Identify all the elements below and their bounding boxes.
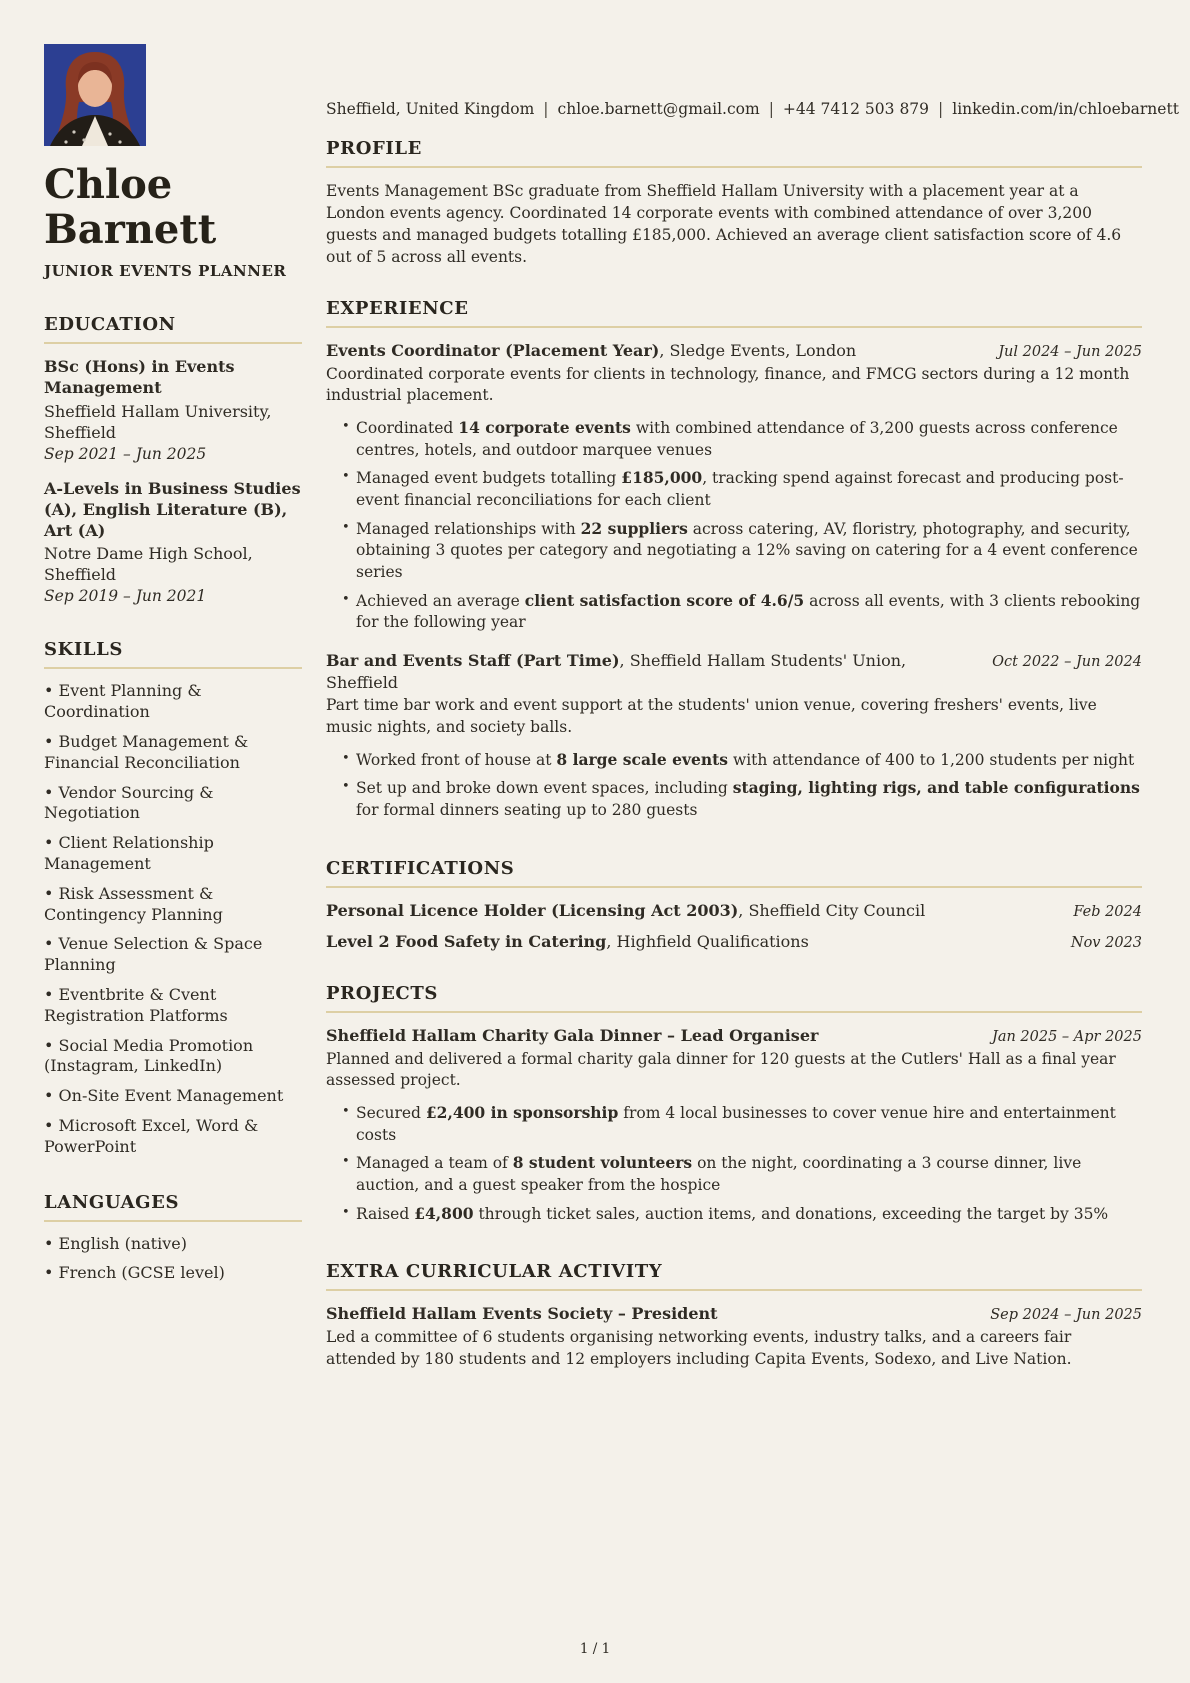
language-item: • French (GCSE level) (44, 1263, 302, 1284)
profile-text: Events Management BSc graduate from Sheffield Hallam University with a placement year at a London events agency. Coordinated 14 corporate events with combined attendance of over 3,200 guests and managed budgets totalling £185,000. Achieved an average client satisfaction score of 4.6 out of 5 across all events. (326, 182, 1122, 266)
job-bullet: • Set up and broke down event spaces, including staging, lighting rigs, and table configurations for formal dinners seating up to 280 guests (326, 777, 1142, 821)
project-title-line (326, 1025, 818, 1047)
activity-title-text: Sheffield Hallam Events Society – President (326, 1304, 718, 1324)
skills-heading: SKILLS (44, 639, 302, 669)
profile-section (326, 138, 1142, 268)
job-summary: Part time bar work and event support at the students' union venue, covering freshers' events, live music nights, and society balls. (326, 696, 1097, 737)
profile-photo (44, 44, 146, 146)
job-summary: Coordinated corporate events for clients in technology, finance, and FMCG sectors during a 12 month industrial placement. (326, 364, 1130, 405)
profile-heading: PROFILE (326, 138, 1142, 168)
skill-item: • Event Planning & Coordination (44, 681, 302, 723)
job-title-line (326, 340, 856, 362)
language-item: • English (native) (44, 1234, 302, 1255)
certification-name-line (326, 931, 809, 953)
project-bullet: • Raised £4,800 through ticket sales, auction items, and donations, exceeding the target by 35% (326, 1203, 1142, 1226)
job-company-text: , Sheffield Hallam Students' Union, Sheffield (326, 651, 907, 692)
extra-curricular-section (326, 1261, 1142, 1370)
school-name: Notre Dame High School, Sheffield (44, 544, 253, 585)
education-heading: EDUCATION (44, 314, 302, 344)
activity-dates: Sep 2024 – Jun 2025 (990, 1307, 1142, 1324)
degree-name: BSc (Hons) in Events Management (44, 357, 235, 398)
contact-email: chloe.barnett@gmail.com (557, 100, 760, 118)
job-title-text: Bar and Events Staff (Part Time) (326, 651, 620, 671)
skill-item: • Risk Assessment & Contingency Planning (44, 884, 302, 926)
job-bullet: • Managed event budgets totalling £185,000, tracking spend against forecast and producing post-event financial reconciliations for each client (326, 467, 1142, 511)
contact-separator: | (938, 100, 944, 118)
experience-entry (326, 340, 1142, 634)
left-column (44, 44, 302, 1370)
projects-heading: PROJECTS (326, 983, 1142, 1013)
job-title-line (326, 650, 976, 693)
project-entry (326, 1025, 1142, 1225)
project-bullet: • Secured £2,400 in sponsorship from 4 local businesses to cover venue hire and entertainment costs (326, 1102, 1142, 1146)
education-section (44, 314, 302, 605)
job-bullet: • Worked front of house at 8 large scale events with attendance of 400 to 1,200 students per night (326, 749, 1142, 772)
person-job-title: JUNIOR EVENTS PLANNER (44, 262, 287, 281)
certification-name: Personal Licence Holder (Licensing Act 2003) (326, 900, 739, 920)
languages-section (44, 1192, 302, 1285)
contact-phone: +44 7412 503 879 (782, 100, 930, 118)
certification-date: Nov 2023 (1070, 935, 1142, 952)
profile-photo-image (44, 44, 146, 146)
job-header (326, 340, 1142, 362)
job-header (326, 650, 1142, 693)
person-name: Chloe Barnett (44, 161, 217, 254)
skill-item: • Vendor Sourcing & Negotiation (44, 783, 302, 825)
job-bullet-list (326, 417, 1142, 634)
certifications-heading: CERTIFICATIONS (326, 858, 1142, 888)
project-summary: Planned and delivered a formal charity gala dinner for 120 guests at the Cutlers' Hall as a final year assessed project. (326, 1049, 1116, 1090)
contact-separator: | (768, 100, 774, 118)
education-entry (44, 356, 302, 462)
experience-heading: EXPERIENCE (326, 298, 1142, 328)
certification-name: Level 2 Food Safety in Catering (326, 932, 607, 952)
extra-curricular-entry (326, 1303, 1142, 1370)
education-dates: Sep 2021 – Jun 2025 (44, 444, 207, 463)
skill-item: • Microsoft Excel, Word & PowerPoint (44, 1116, 302, 1158)
activity-header (326, 1303, 1142, 1325)
certification-date: Feb 2024 (1073, 903, 1142, 920)
right-column (326, 44, 1179, 1370)
skill-item: • Eventbrite & Cvent Registration Platforms (44, 985, 302, 1027)
job-company-text: , Sledge Events, London (659, 341, 857, 360)
skill-item: • Client Relationship Management (44, 833, 302, 875)
project-bullet-list (326, 1102, 1142, 1225)
projects-section (326, 983, 1142, 1225)
education-entry (44, 478, 302, 606)
job-title-text: Events Coordinator (Placement Year) (326, 341, 660, 360)
certification-issuer: , Highfield Qualifications (606, 932, 809, 952)
skills-section (44, 639, 302, 1157)
school-name: Sheffield Hallam University, Sheffield (44, 401, 272, 442)
job-bullet: • Achieved an average client satisfaction score of 4.6/5 across all events, with 3 clients rebooking for the following year (326, 590, 1142, 634)
contact-linkedin: linkedin.com/in/chloebarnett (952, 100, 1179, 118)
project-dates: Jan 2025 – Apr 2025 (992, 1028, 1142, 1045)
contact-line (326, 100, 1179, 118)
experience-section (326, 298, 1142, 822)
project-bullet: • Managed a team of 8 student volunteers on the night, coordinating a 3 course dinner, live auction, and a guest speaker from the hospice (326, 1152, 1142, 1196)
job-dates: Oct 2022 – Jun 2024 (992, 654, 1142, 671)
job-dates: Jul 2024 – Jun 2025 (998, 344, 1142, 360)
project-header (326, 1025, 1142, 1047)
languages-heading: LANGUAGES (44, 1192, 302, 1222)
education-dates: Sep 2019 – Jun 2021 (44, 587, 207, 606)
skill-item: • Social Media Promotion (Instagram, LinkedIn) (44, 1036, 302, 1078)
project-title-text: Sheffield Hallam Charity Gala Dinner – Lead Organiser (326, 1025, 819, 1045)
activity-summary: Led a committee of 6 students organising networking events, industry talks, and a careers fair attended by 180 students and 12 employers including Capita Events, Sodexo, and Live Nation. (326, 1327, 1072, 1368)
job-bullet-list (326, 749, 1142, 822)
skill-item: • Budget Management & Financial Reconciliation (44, 732, 302, 774)
skill-item: • On-Site Event Management (44, 1086, 302, 1107)
certification-entry (326, 900, 1142, 922)
certification-entry (326, 931, 1142, 953)
page-number: 1 / 1 (579, 1641, 611, 1657)
job-bullet: • Managed relationships with 22 suppliers across catering, AV, floristry, photography, and security, obtaining 3 quotes per category and negotiating a 12% saving on catering for a 4 event conference series (326, 518, 1142, 584)
contact-separator: | (543, 100, 549, 118)
degree-name: A-Levels in Business Studies (A), English Literature (B), Art (A) (44, 478, 301, 541)
activity-title-line (326, 1303, 718, 1325)
experience-entry (326, 650, 1142, 822)
certifications-section (326, 858, 1142, 953)
job-bullet: • Coordinated 14 corporate events with combined attendance of 3,200 guests across conference centres, hotels, and outdoor marquee venues (326, 417, 1142, 461)
skill-item: • Venue Selection & Space Planning (44, 934, 302, 976)
certification-issuer: , Sheffield City Council (738, 900, 926, 920)
extra-curricular-heading: EXTRA CURRICULAR ACTIVITY (326, 1261, 1142, 1291)
certification-name-line (326, 900, 925, 922)
contact-location: Sheffield, United Kingdom (326, 100, 535, 118)
